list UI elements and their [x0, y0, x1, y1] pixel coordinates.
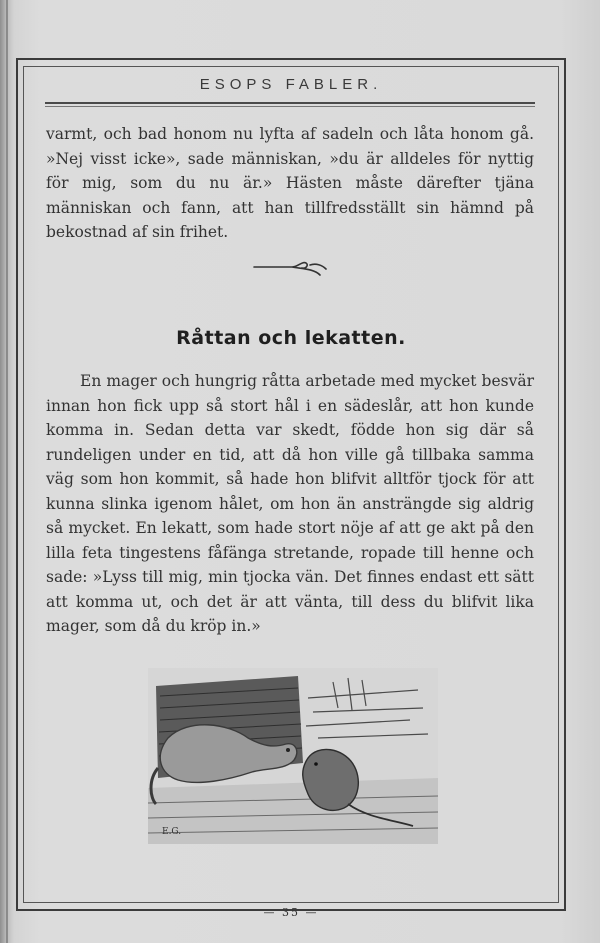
running-header: ESOPS FABLER. [199, 76, 383, 93]
flourish-icon [252, 255, 332, 279]
header-rule [45, 102, 535, 107]
weasel-and-rat-illustration [148, 668, 438, 844]
previous-fable-ending: varmt, och bad honom nu lyfta af sadeln och låta honom gå. »Nej visst icke», sade människan, »du är alldeles för nyttig för mig, som du nu är.» Hästen måste därefter tjäna människan och fann, att han tillfredsställt sin hämnd på bekostnad af sin frihet. [46, 125, 534, 241]
fable-title: Råttan och lekatten. [176, 327, 406, 349]
page-number: — 35 — [263, 906, 319, 919]
book-spine-shadow [6, 0, 8, 943]
illustration-signature: E.G. [162, 827, 182, 837]
fable-body: En mager och hungrig råtta arbetade med mycket besvär innan hon fick upp så stort hål i en sädeslår, att hon kunde komma in. Sedan detta var skedt, födde hon sig där så rundeligen under en tid, att då hon ville gå tillbaka samma väg som hon kommit, så hade hon blifvit alltför tjock för att kunna slinka igenom hålet, om hon än ansträngde sig aldrig så mycket. En lekatt, som hade stort nöje af att ge akt på den lilla feta tingestens fåfänga stretande, ropade till henne och sade: »Lyss till mig, min tjocka vän. Det finnes endast ett sätt att komma ut, och det är att vänta, till dess du blifvit lika mager, som då du kröp in.» [46, 372, 534, 635]
